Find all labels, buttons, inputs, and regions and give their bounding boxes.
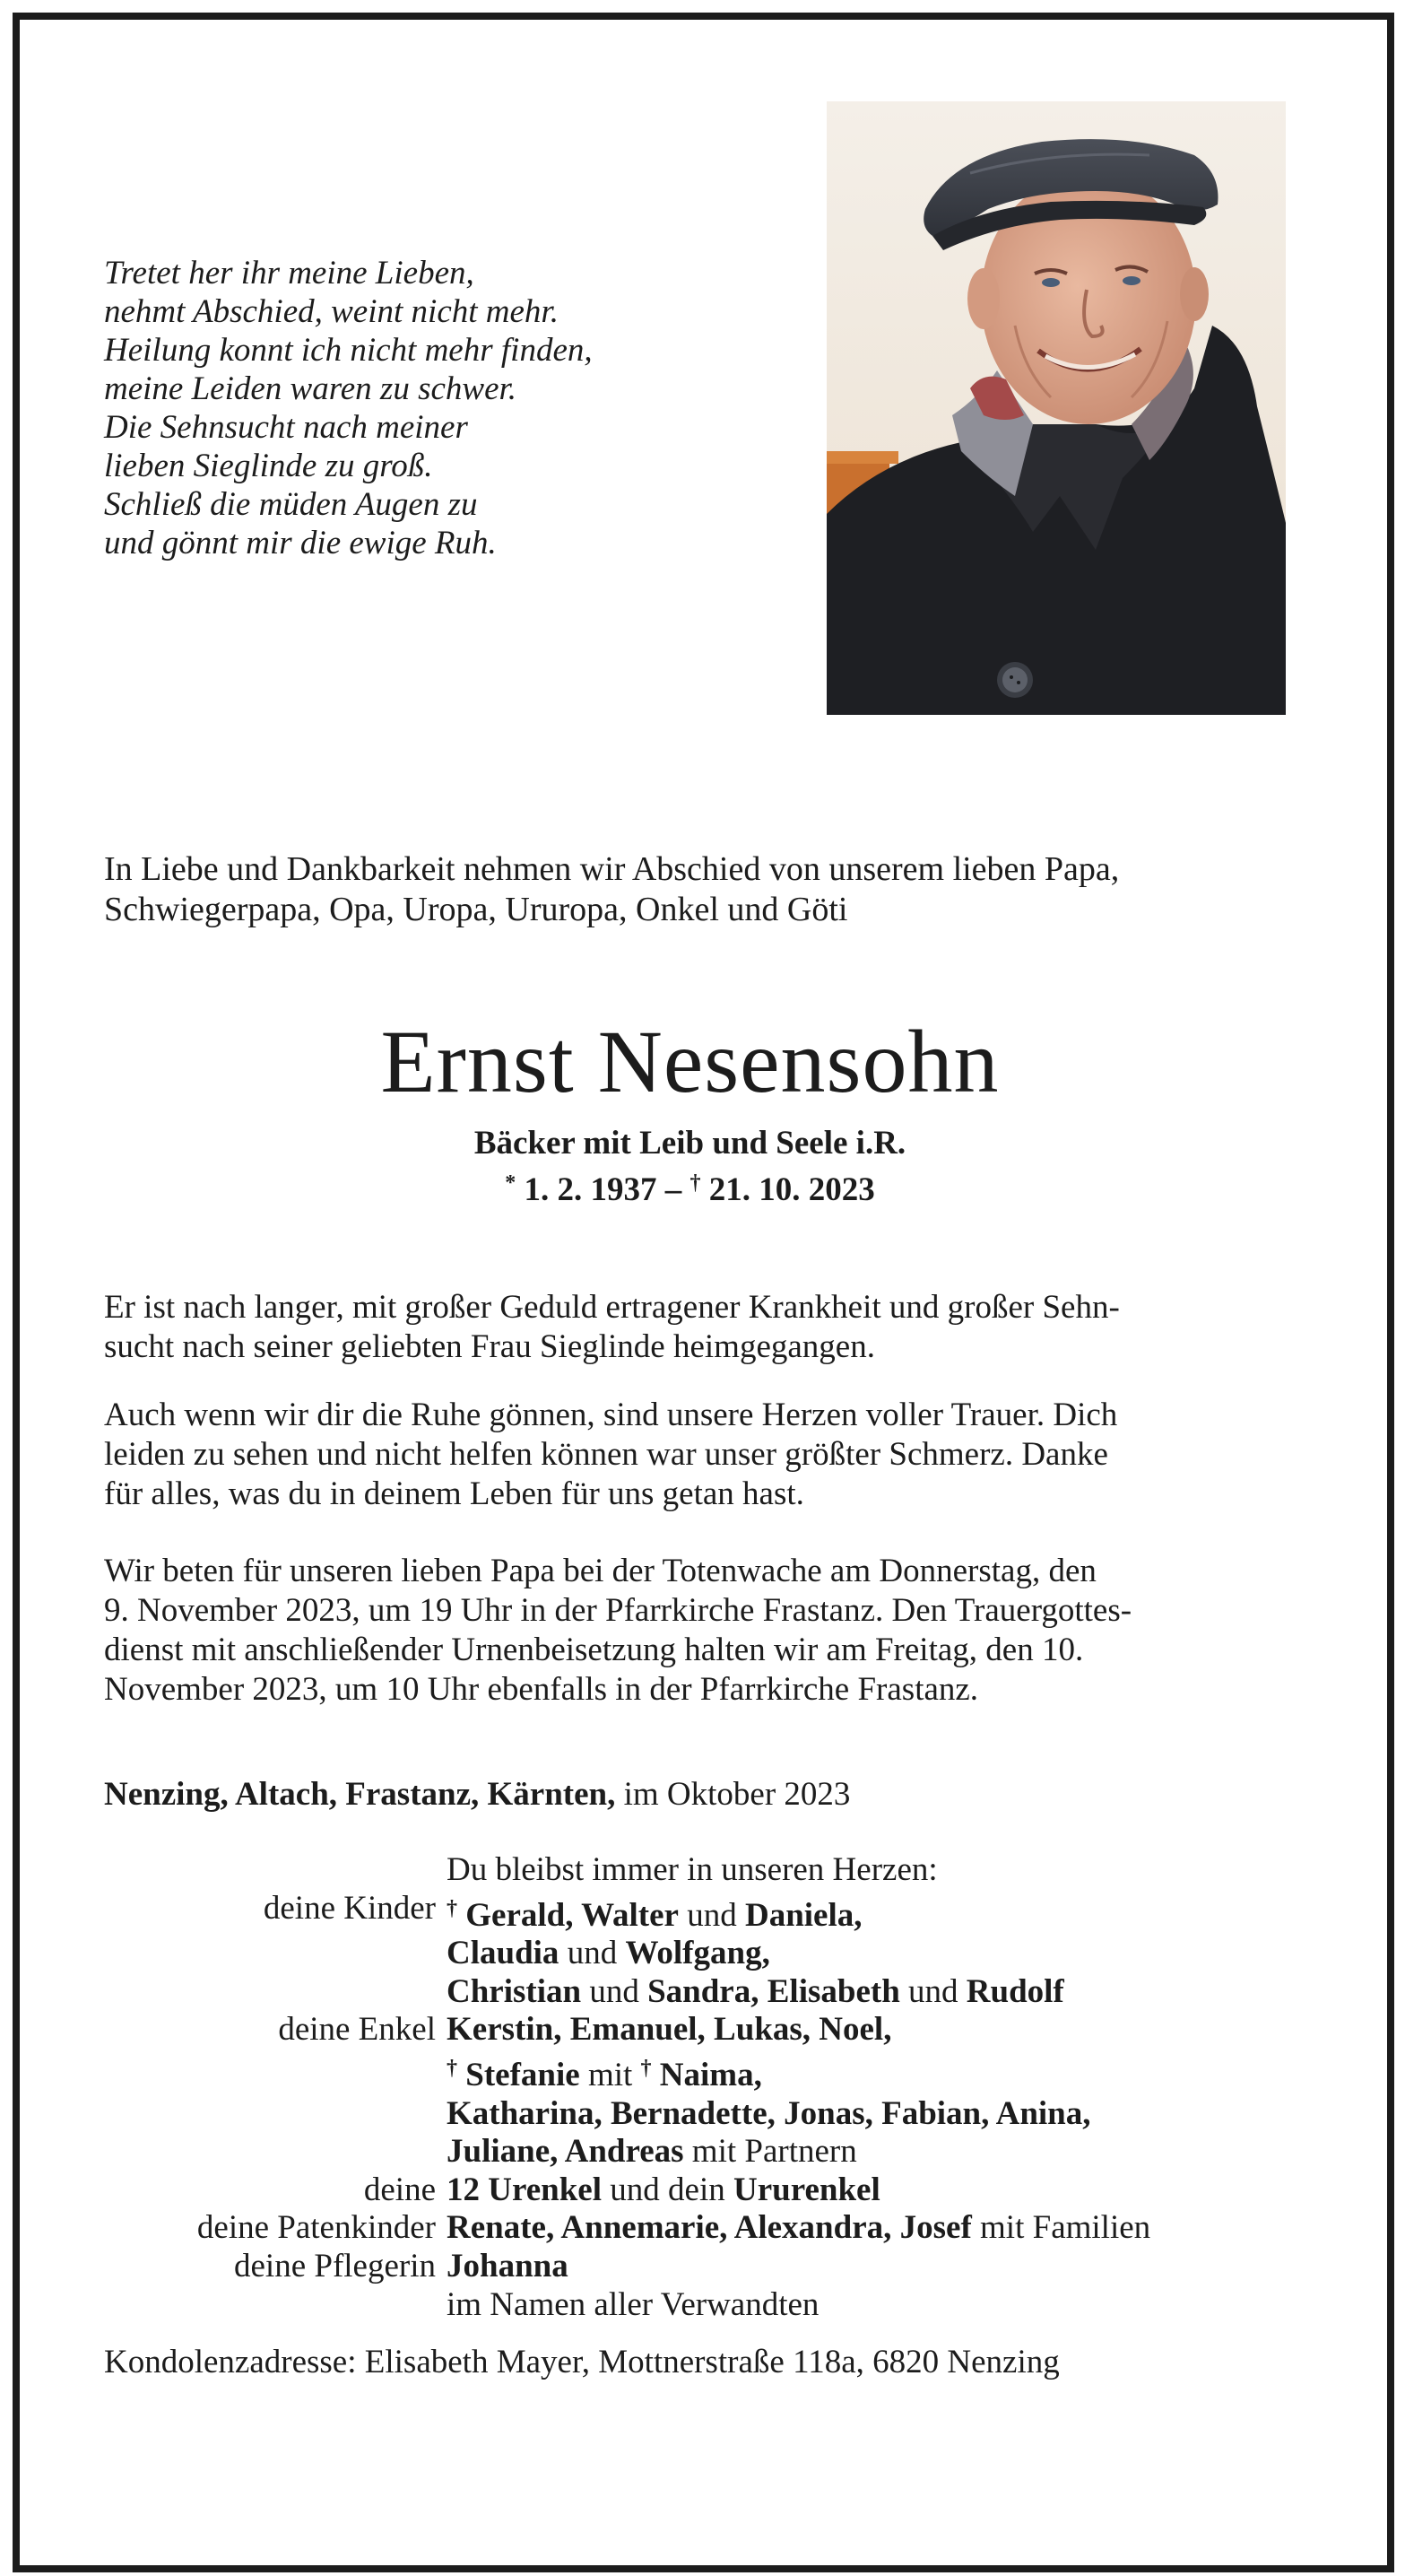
places: Nenzing, Altach, Frastanz, Kärnten, [104, 1776, 616, 1813]
relation-label: deine Patenkinder [196, 2209, 436, 2247]
place-date-text: im Oktober 2023 [623, 1776, 851, 1813]
family-note: mit Familien [980, 2209, 1151, 2247]
relation-label: deine Pflegerin [234, 2247, 436, 2284]
poem [104, 254, 593, 562]
mourner-names: Kerstin, Emanuel, Lukas, Noel, [447, 2011, 892, 2049]
mourner-row [104, 2171, 1150, 2210]
conjunction: und [567, 1935, 618, 1972]
death-symbol: † [689, 1171, 701, 1195]
mourner-names: Christian [447, 1972, 582, 2010]
paragraph-line: leiden zu sehen und nicht helfen können war unser größter Schmerz. Danke [104, 1436, 1108, 1473]
mourner-names: Wolfgang, [625, 1935, 770, 1972]
paragraph-line: für alles, was du in deinem Leben für uns getan hast. [104, 1475, 804, 1512]
conjunction: und dein [610, 2171, 725, 2208]
paragraph-line: Auch wenn wir dir die Ruhe gönnen, sind unsere Herzen voller Trauer. Dich [104, 1397, 1118, 1433]
mourner-row [104, 2049, 1150, 2095]
mourners-list [104, 1851, 1150, 2324]
relation-label: deine Kinder [263, 1889, 436, 1927]
mourner-row [104, 2011, 1150, 2049]
paragraph-line: Er ist nach langer, mit großer Geduld ertragener Krankheit und großer Sehn- [104, 1289, 1120, 1326]
paragraph-line: November 2023, um 10 Uhr ebenfalls in der Pfarrkirche Frastanz. [104, 1671, 979, 1708]
cross-symbol: † [447, 2056, 457, 2080]
mourner-names: Katharina, Bernadette, Jonas, Fabian, Anina, [447, 2094, 1091, 2132]
poem-line: meine Leiden waren zu schwer. [104, 370, 517, 407]
birth-symbol: * [505, 1171, 516, 1195]
place-date [104, 1775, 850, 1815]
mourner-names: Ururenkel [733, 2171, 880, 2208]
mourner-row [104, 1935, 1150, 1973]
deceased-occupation: Bäcker mit Leib und Seele i.R. [473, 1125, 906, 1162]
poem-line: und gönnt mir die ewige Ruh. [104, 525, 497, 561]
mourner-names: 12 Urenkel [447, 2171, 603, 2208]
mourner-row [104, 1973, 1150, 2012]
mourner-names: Johanna [447, 2247, 568, 2284]
intro-text [104, 849, 1119, 930]
portrait-illustration [827, 101, 1286, 715]
mourner-names: Claudia [447, 1935, 559, 1972]
relation-label: deine Enkel [278, 2011, 436, 2049]
condolence-address: Kondolenzadresse: Elisabeth Mayer, Mottnerstraße 118a, 6820 Nenzing [104, 2344, 1060, 2380]
conjunction: und [589, 1972, 639, 2010]
conjunction: mit [587, 2056, 633, 2093]
relation-label: deine [363, 2171, 436, 2208]
conjunction: und [908, 1972, 958, 2010]
intro-line: In Liebe und Dankbarkeit nehmen wir Abschied von unserem lieben Papa, [104, 850, 1120, 888]
portrait-photo [827, 101, 1286, 715]
death-date: 21. 10. 2023 [708, 1171, 875, 1208]
mourner-row [104, 2209, 1150, 2248]
partner-note: mit Partnern [691, 2133, 857, 2171]
paragraph-line: sucht nach seiner geliebten Frau Sieglinde heimgegangen. [104, 1328, 875, 1365]
poem-line: nehmt Abschied, weint nicht mehr. [104, 293, 559, 330]
mourner-names: Naima, [659, 2056, 762, 2093]
paragraph-line: dienst mit anschließender Urnenbeisetzung halten wir am Freitag, den 10. [104, 1632, 1084, 1668]
paragraph-farewell [104, 1396, 1297, 1514]
cross-symbol: † [640, 2056, 652, 2080]
paragraph-service [104, 1552, 1297, 1710]
poem-line: Schließ die müden Augen zu [104, 486, 478, 523]
paragraph-line: 9. November 2023, um 19 Uhr in der Pfarrkirche Frastanz. Den Trauergottes- [104, 1592, 1132, 1629]
mourner-names: Juliane, Andreas [447, 2133, 684, 2171]
mourners-heading: Du bleibst immer in unseren Herzen: [447, 1851, 938, 1888]
mourner-names: Renate, Annemarie, Alexandra, Josef [447, 2209, 972, 2247]
closing-line: im Namen aller Verwandten [447, 2285, 820, 2323]
conjunction: und [687, 1896, 737, 1934]
mourner-row [104, 1851, 1150, 1890]
birth-date: 1. 2. 1937 [524, 1171, 657, 1208]
mourner-names: Stefanie [465, 2056, 580, 2093]
poem-line: lieben Sieglinde zu groß. [104, 448, 433, 484]
poem-line: Heilung konnt ich nicht mehr finden, [104, 332, 593, 369]
deceased-name: Ernst Nesensohn [380, 1012, 1000, 1111]
mourner-names: Gerald, Walter [465, 1896, 679, 1934]
cross-symbol: † [447, 1896, 457, 1920]
date-separator: – [664, 1171, 682, 1208]
life-dates [0, 1163, 1380, 1210]
mourner-names: Sandra, Elisabeth [647, 1972, 900, 2010]
paragraph-line: Wir beten für unseren lieben Papa bei der Totenwache am Donnerstag, den [104, 1553, 1097, 1589]
mourner-row [104, 2095, 1150, 2134]
intro-line: Schwiegerpapa, Opa, Uropa, Ururopa, Onkel und Göti [104, 891, 848, 928]
mourner-row [104, 2286, 1150, 2325]
mourner-names: Daniela, [744, 1896, 863, 1934]
mourner-names: Rudolf [966, 1972, 1064, 2010]
mourner-row [104, 1890, 1150, 1936]
paragraph-illness [104, 1288, 1297, 1367]
poem-line: Tretet her ihr meine Lieben, [104, 255, 474, 292]
mourner-row [104, 2248, 1150, 2286]
mourner-row [104, 2133, 1150, 2171]
poem-line: Die Sehnsucht nach meiner [104, 409, 468, 446]
